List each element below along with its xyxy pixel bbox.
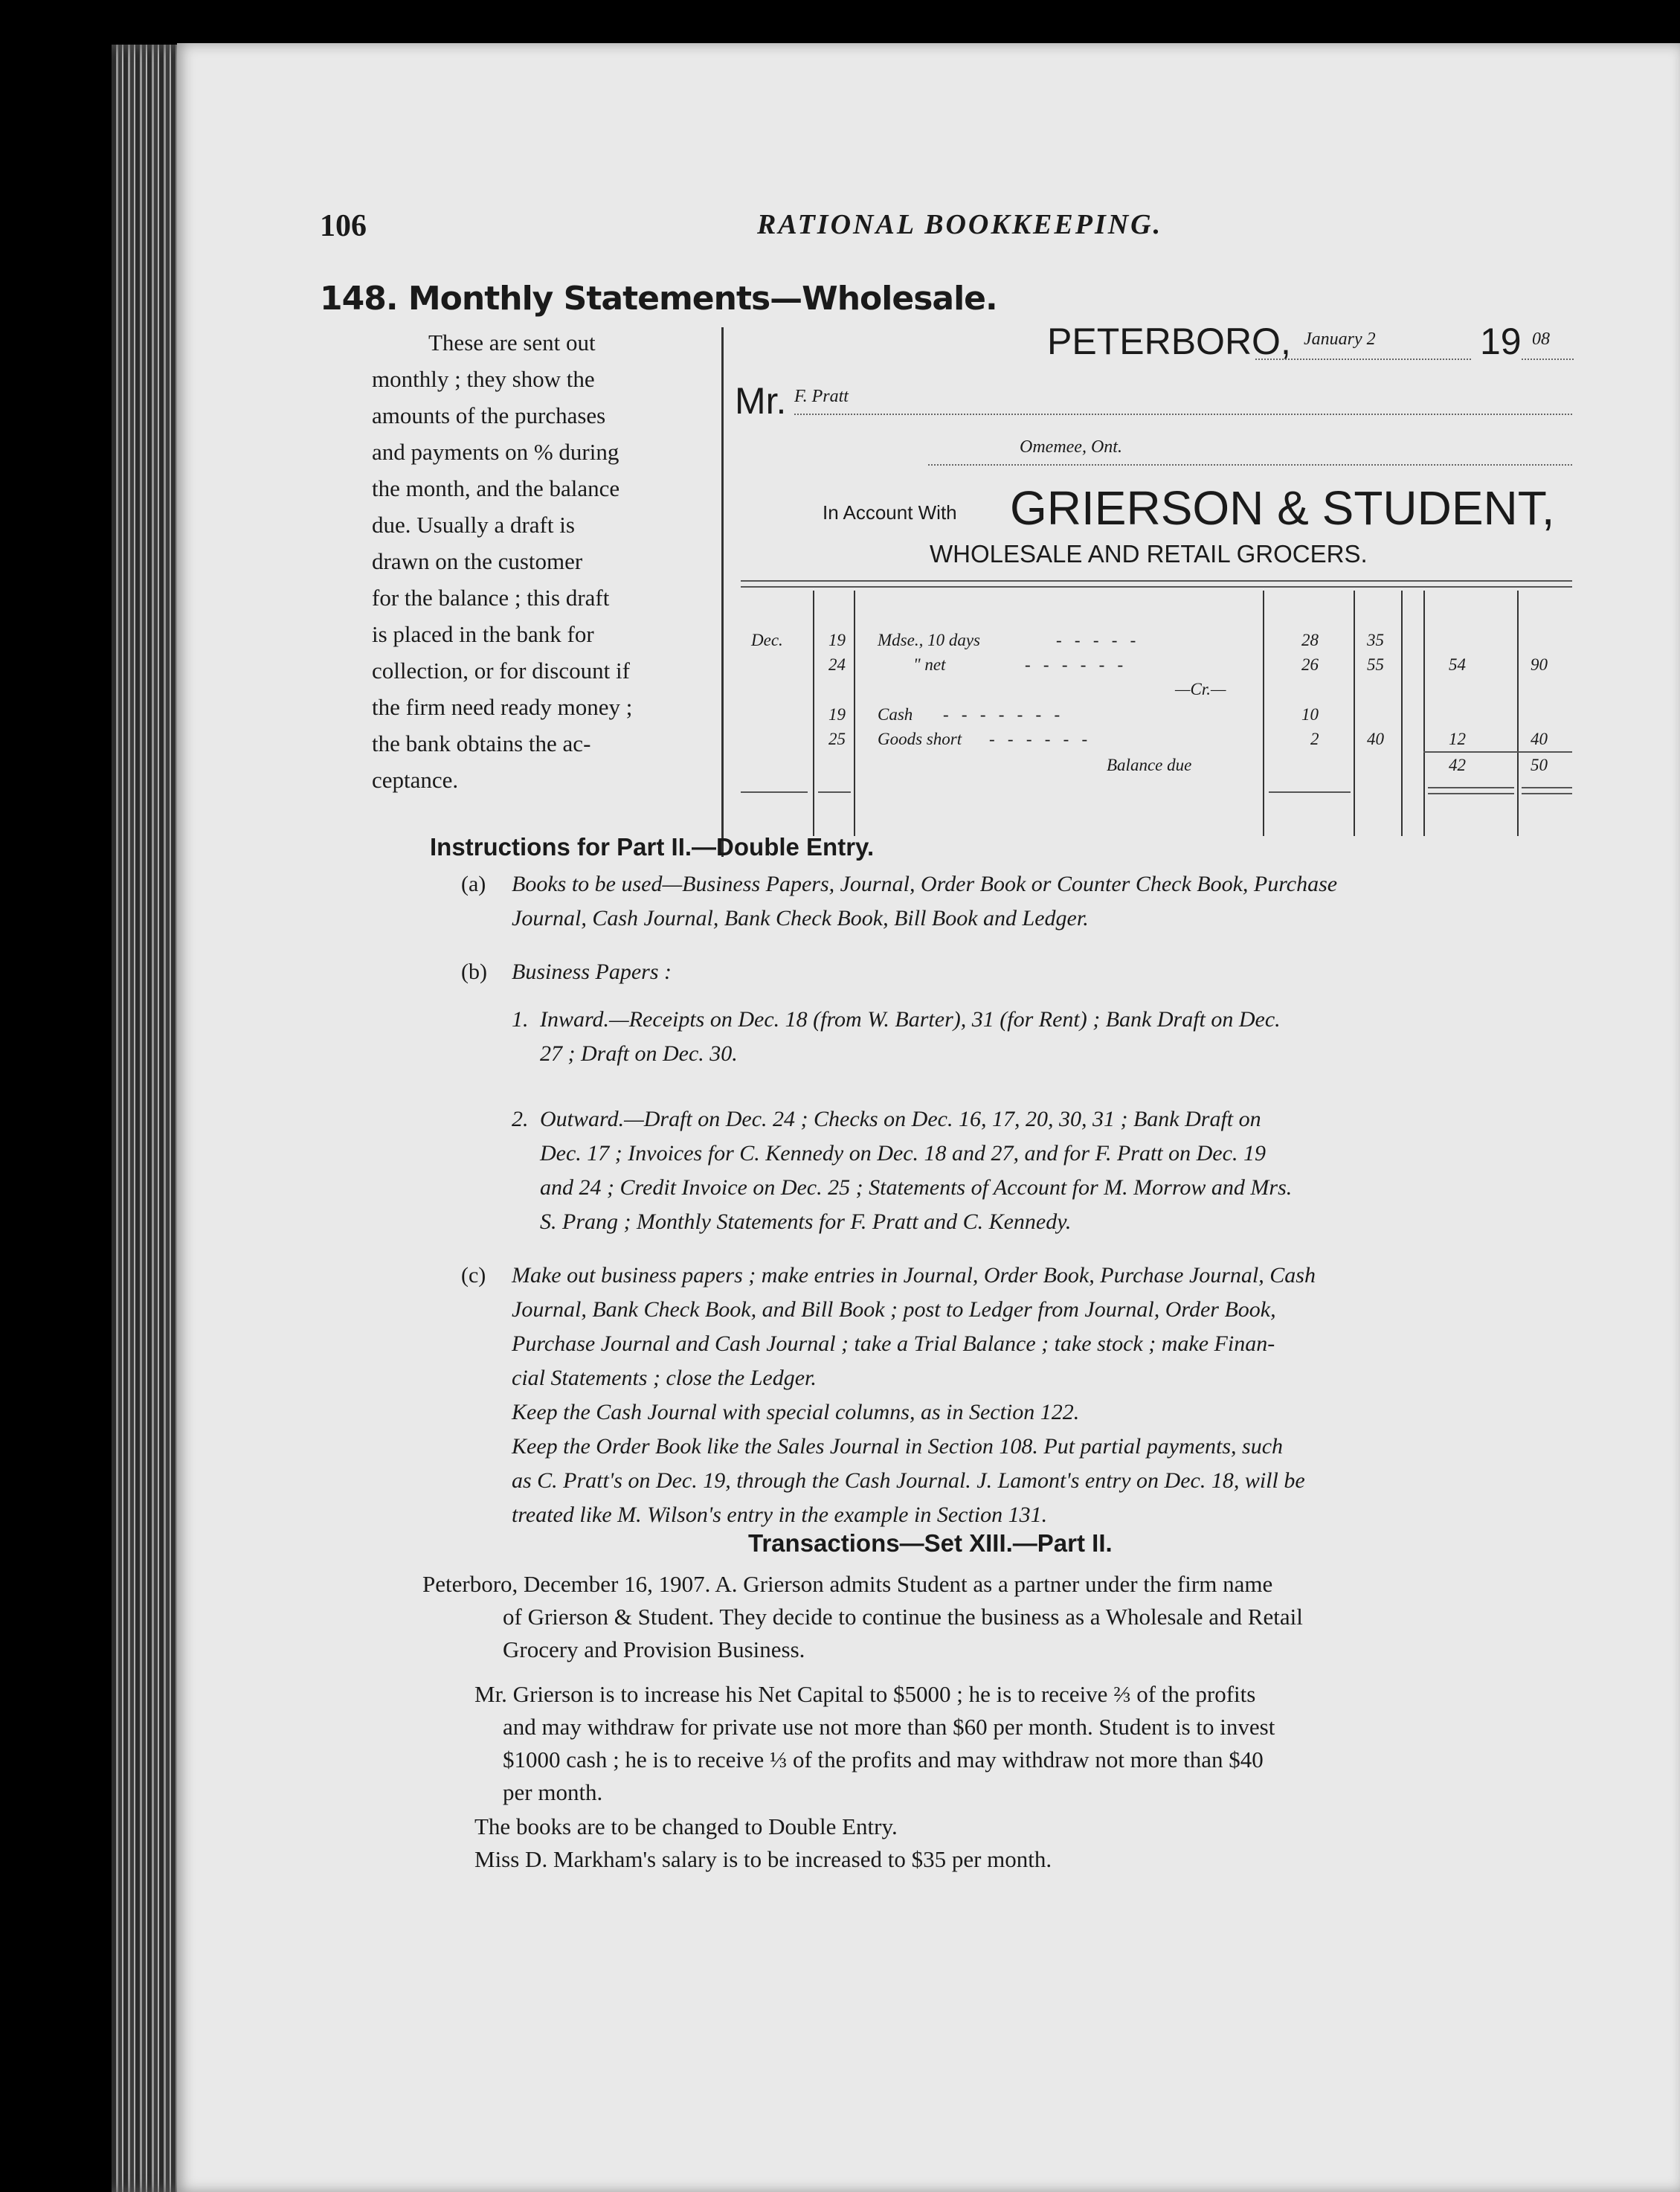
- transaction-paragraph-3: The books are to be changed to Double Entry.: [474, 1813, 898, 1839]
- ledger-balance-dollars: 42: [1449, 756, 1466, 774]
- firm-description: WHOLESALE AND RETAIL GROCERS.: [930, 540, 1368, 568]
- ledger-bottom-rule: [1522, 793, 1572, 794]
- ledger-day: 24: [828, 655, 846, 674]
- ledger-item: Cash: [878, 705, 913, 724]
- ledger-bottom-rule: [1522, 787, 1572, 788]
- item-label-a: (a): [461, 872, 486, 896]
- transactions-heading: Transactions—Set XIII.—Part II.: [748, 1529, 1113, 1557]
- transaction-line: Mr. Grierson is to increase his Net Capital to $5000 ; he is to receive ⅔ of the profits: [474, 1681, 1256, 1707]
- instruction-b1: [540, 1003, 1680, 1071]
- statement-year: 08: [1532, 330, 1550, 349]
- instruction-line: Inward.—Receipts on Dec. 18 (from W. Barter), 31 (for Rent) ; Bank Draft on Dec.: [540, 1007, 1281, 1032]
- intro-line: for the balance ; this draft: [372, 585, 610, 611]
- ledger-sum-rule: [1423, 751, 1572, 753]
- transaction-line: of Grierson & Student. They decide to continue the business as a Wholesale and Retail: [503, 1604, 1303, 1630]
- ledger-month: Dec.: [751, 631, 783, 649]
- intro-line: collection, or for discount if: [372, 658, 630, 684]
- instruction-line: Journal, Cash Journal, Bank Check Book, Bill Book and Ledger.: [512, 906, 1089, 931]
- statement-year-prefix: 19: [1480, 321, 1522, 362]
- transaction-line: per month.: [503, 1779, 603, 1805]
- in-account-with: In Account With: [823, 501, 957, 524]
- ledger-item: " net: [913, 655, 946, 674]
- section-intro: [372, 324, 711, 798]
- instruction-line: Keep the Order Book like the Sales Journal in Section 108. Put partial payments, such: [512, 1434, 1284, 1459]
- instruction-line: Books to be used—Business Papers, Journal, Order Book or Counter Check Book, Purchase: [512, 872, 1338, 896]
- transaction-paragraph-2: [474, 1678, 1680, 1809]
- ledger-cents: 35: [1367, 631, 1384, 649]
- ledger-balance-label: Balance due: [1107, 756, 1192, 774]
- instruction-line: cial Statements ; close the Ledger.: [512, 1366, 817, 1390]
- intro-line: the bank obtains the ac-: [372, 730, 591, 756]
- ledger-balance-cents: 50: [1531, 756, 1548, 774]
- statement-divider: [721, 327, 724, 857]
- ledger-dollars: 26: [1301, 655, 1319, 674]
- instruction-line: treated like M. Wilson's entry in the example in Section 131.: [512, 1502, 1048, 1527]
- ledger-day: 19: [828, 631, 846, 649]
- ledger-total-cents: 90: [1531, 655, 1548, 674]
- item-label-b1: 1.: [512, 1007, 529, 1032]
- book-page: [177, 43, 1680, 2192]
- ledger-day: 25: [828, 730, 846, 748]
- ledger-item: Goods short: [878, 730, 962, 748]
- ledger-day: 19: [828, 705, 846, 724]
- transaction-paragraph-4: Miss D. Markham's salary is to be increased to $35 per month.: [474, 1846, 1052, 1872]
- statement-date: January 2: [1304, 330, 1376, 349]
- intro-line: ceptance.: [372, 767, 459, 793]
- section-title: 148. Monthly Statements—Wholesale.: [320, 280, 997, 318]
- intro-line: These are sent out: [428, 330, 596, 356]
- ledger-dollars: 10: [1301, 705, 1319, 724]
- ledger-bottom-rule: [818, 791, 851, 793]
- statement-city: PETERBORO,: [1047, 321, 1291, 362]
- running-title: RATIONAL BOOKKEEPING.: [757, 209, 1163, 240]
- instruction-b2: [540, 1102, 1680, 1239]
- ledger-credit-label: —Cr.—: [1175, 680, 1226, 698]
- ledger-column-rule: [1401, 591, 1403, 836]
- ledger-top-rule: [741, 586, 1572, 588]
- instruction-b-head: Business Papers :: [512, 960, 672, 984]
- statement-mr: Mr.: [735, 380, 787, 422]
- ledger-bottom-rule: [1428, 787, 1514, 788]
- instruction-line: Outward.—Draft on Dec. 24 ; Checks on Dec. 16, 17, 20, 30, 31 ; Bank Draft on: [540, 1107, 1261, 1131]
- transaction-line: Peterboro, December 16, 1907. A. Grierson admits Student as a partner under the firm name: [422, 1571, 1273, 1597]
- customer-line: [794, 414, 1572, 415]
- ledger-total-cents: 40: [1531, 730, 1548, 748]
- intro-line: monthly ; they show the: [372, 366, 595, 392]
- ledger-item: Mdse., 10 days: [878, 631, 980, 649]
- intro-line: the firm need ready money ;: [372, 694, 633, 720]
- intro-line: due. Usually a draft is: [372, 512, 575, 538]
- item-label-b: (b): [461, 960, 487, 984]
- firm-name: GRIERSON & STUDENT,: [1010, 481, 1555, 535]
- year-line: [1522, 359, 1574, 360]
- ledger-column-rule: [1517, 591, 1519, 836]
- instruction-line: Dec. 17 ; Invoices for C. Kennedy on Dec. 18 and 27, and for F. Pratt on Dec. 19: [540, 1141, 1266, 1166]
- instruction-line: Keep the Cash Journal with special columns, as in Section 122.: [512, 1400, 1080, 1424]
- instruction-line: Journal, Bank Check Book, and Bill Book ; post to Ledger from Journal, Order Book,: [512, 1297, 1276, 1322]
- ledger-bottom-rule: [1428, 793, 1514, 794]
- ledger-leaders: - - - - -: [1056, 631, 1136, 649]
- ledger-leaders: - - - - - -: [989, 730, 1088, 748]
- ledger-dollars: 2: [1310, 730, 1319, 748]
- statement-customer: F. Pratt: [794, 387, 849, 406]
- instruction-a: [512, 867, 1680, 936]
- intro-line: is placed in the bank for: [372, 621, 594, 647]
- ledger-dollars: 28: [1301, 631, 1319, 649]
- ledger-leaders: - - - - - - -: [943, 705, 1061, 724]
- ledger-column-rule: [1423, 591, 1425, 836]
- instruction-c: [512, 1259, 1680, 1532]
- transaction-line: and may withdraw for private use not more than $60 per month. Student is to invest: [503, 1714, 1275, 1740]
- ledger-leaders: - - - - - -: [1025, 655, 1124, 674]
- statement-address: Omemee, Ont.: [1020, 437, 1122, 457]
- instruction-line: S. Prang ; Monthly Statements for F. Pratt and C. Kennedy.: [540, 1209, 1072, 1234]
- ledger-top-rule: [741, 580, 1572, 582]
- ledger-column-rule: [1263, 591, 1264, 836]
- instruction-line: as C. Pratt's on Dec. 19, through the Cash Journal. J. Lamont's entry on Dec. 18, will be: [512, 1468, 1305, 1493]
- intro-line: drawn on the customer: [372, 548, 583, 574]
- ledger-total-dollars: 54: [1449, 655, 1466, 674]
- transaction-paragraph-1: [422, 1568, 1680, 1666]
- address-line: [928, 464, 1572, 466]
- transaction-line: Grocery and Provision Business.: [503, 1636, 805, 1662]
- instruction-line: Purchase Journal and Cash Journal ; take a Trial Balance ; take stock ; make Finan-: [512, 1331, 1275, 1356]
- transaction-line: $1000 cash ; he is to receive ⅓ of the profits and may withdraw not more than $40: [503, 1746, 1264, 1772]
- ledger-bottom-rule: [1269, 791, 1351, 793]
- instructions-heading: Instructions for Part II.—Double Entry.: [430, 833, 875, 861]
- instruction-line: and 24 ; Credit Invoice on Dec. 25 ; Statements of Account for M. Morrow and Mrs.: [540, 1175, 1293, 1200]
- ledger-cents: 40: [1367, 730, 1384, 748]
- ledger-column-rule: [854, 591, 855, 836]
- date-line: [1255, 359, 1471, 360]
- page-number: 106: [320, 209, 367, 243]
- intro-line: the month, and the balance: [372, 475, 620, 501]
- item-label-c: (c): [461, 1263, 486, 1288]
- ledger-total-dollars: 12: [1449, 730, 1466, 748]
- instruction-line: 27 ; Draft on Dec. 30.: [540, 1041, 738, 1066]
- instruction-line: Make out business papers ; make entries in Journal, Order Book, Purchase Journal, Cash: [512, 1263, 1316, 1288]
- ledger-cents: 55: [1367, 655, 1384, 674]
- ledger-bottom-rule: [741, 791, 808, 793]
- ledger-column-rule: [1354, 591, 1355, 836]
- ledger-column-rule: [813, 591, 814, 836]
- item-label-b2: 2.: [512, 1107, 529, 1131]
- intro-line: and payments on % during: [372, 439, 619, 465]
- intro-line: amounts of the purchases: [372, 402, 606, 428]
